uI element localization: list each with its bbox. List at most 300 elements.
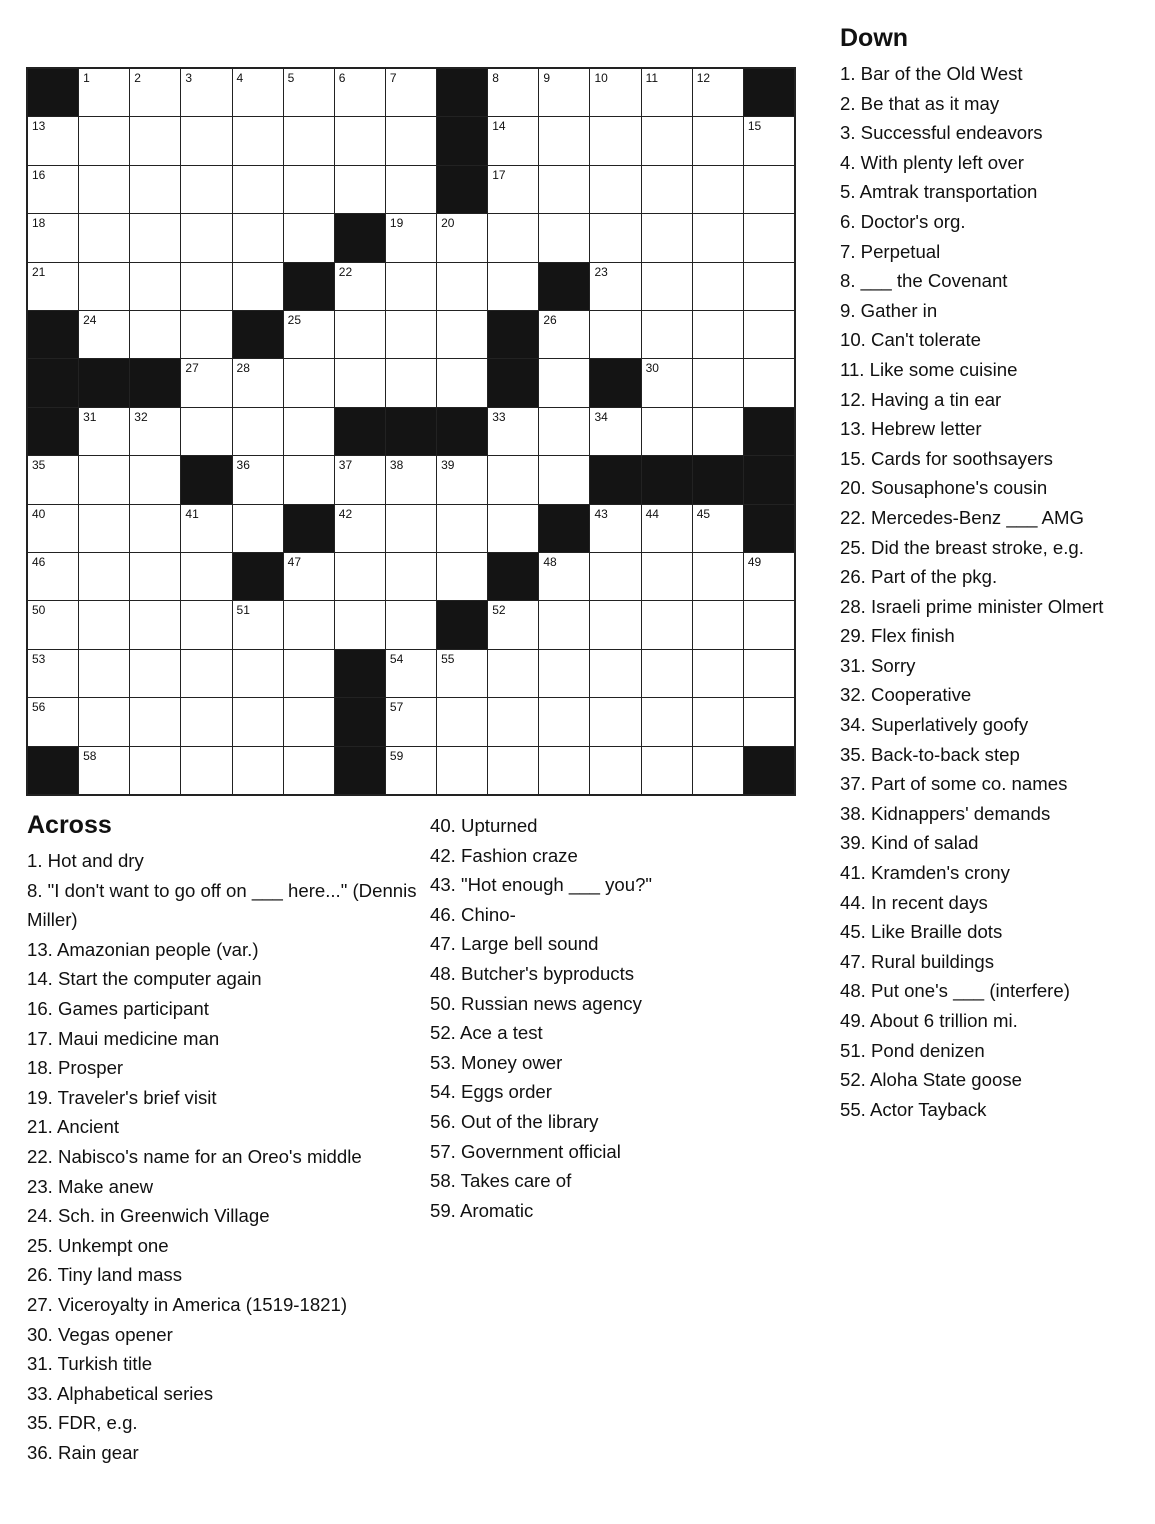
grid-cell[interactable] — [130, 263, 180, 310]
grid-cell[interactable] — [642, 601, 692, 648]
grid-cell[interactable] — [386, 117, 436, 164]
cell-number: 47 — [287, 555, 302, 569]
grid-cell[interactable] — [28, 456, 78, 503]
grid-cell[interactable] — [28, 166, 78, 213]
grid-cell[interactable] — [642, 408, 692, 455]
clue-item[interactable]: 30. Vegas opener — [27, 1323, 173, 1345]
grid-cell[interactable] — [437, 650, 487, 697]
grid-cell[interactable] — [28, 263, 78, 310]
grid-cell[interactable] — [130, 117, 180, 164]
grid-cell[interactable] — [130, 505, 180, 552]
grid-cell[interactable] — [693, 263, 743, 310]
clue-item[interactable]: 18. Prosper — [27, 1057, 124, 1079]
grid-cell[interactable] — [437, 311, 487, 358]
grid-cell[interactable] — [284, 650, 334, 697]
grid-cell[interactable] — [130, 601, 180, 648]
grid-cell[interactable] — [386, 747, 436, 794]
cell-number: 11 — [645, 71, 659, 85]
clue-item[interactable]: 17. Maui medicine man — [27, 1027, 220, 1049]
grid-cell[interactable] — [539, 69, 589, 116]
grid-cell[interactable] — [590, 650, 640, 697]
clue-item[interactable]: 23. Make anew — [27, 1175, 154, 1197]
grid-cell[interactable] — [79, 747, 129, 794]
grid-cell[interactable] — [28, 553, 78, 600]
grid-cell[interactable] — [181, 166, 231, 213]
grid-cell[interactable] — [437, 747, 487, 794]
grid-cell[interactable] — [181, 311, 231, 358]
cell-number: 54 — [389, 651, 404, 666]
clue-item[interactable]: 13. Amazonian people (var.) — [27, 938, 259, 960]
clue-item[interactable]: 48. Butcher's byproducts — [430, 962, 635, 984]
grid-cell[interactable] — [642, 747, 692, 794]
grid-cell[interactable] — [642, 553, 692, 600]
clue-item[interactable]: 25. Unkempt one — [27, 1234, 169, 1256]
clue-item[interactable]: 19. Traveler's brief visit — [27, 1086, 217, 1108]
grid-cell[interactable] — [539, 311, 589, 358]
grid-cell[interactable] — [284, 166, 334, 213]
grid-cell[interactable] — [284, 601, 334, 648]
grid-cell[interactable] — [335, 456, 385, 503]
grid-cell[interactable] — [335, 263, 385, 310]
clue-item[interactable]: 35. FDR, e.g. — [27, 1412, 138, 1434]
grid-cell[interactable] — [437, 553, 487, 600]
grid-cell[interactable] — [590, 408, 640, 455]
grid-cell[interactable] — [284, 747, 334, 794]
clue-item[interactable]: 24. Sch. in Greenwich Village — [27, 1205, 270, 1227]
grid-cell[interactable] — [79, 456, 129, 503]
grid-cell[interactable] — [693, 166, 743, 213]
clue-item[interactable]: 11. Like some cuisine — [840, 358, 1018, 380]
grid-cell[interactable] — [539, 747, 589, 794]
grid-cell[interactable] — [79, 505, 129, 552]
clue-item[interactable]: 37. Part of some co. names — [840, 773, 1068, 795]
grid-cell[interactable] — [284, 456, 334, 503]
grid-cell[interactable] — [79, 650, 129, 697]
cell-number: 12 — [696, 71, 711, 85]
grid-cell[interactable] — [28, 505, 78, 552]
grid-cell[interactable] — [539, 650, 589, 697]
clue-item[interactable]: 1. Hot and dry — [27, 850, 144, 871]
grid-cell[interactable] — [386, 650, 436, 697]
clue-item[interactable]: 40. Upturned — [430, 815, 538, 836]
clue-item[interactable]: 25. Did the breast stroke, e.g. — [840, 536, 1084, 558]
grid-cell[interactable] — [437, 456, 487, 503]
block-cell — [79, 359, 129, 406]
grid-cell[interactable] — [233, 117, 283, 164]
cell-number: 14 — [492, 119, 506, 134]
clue-item[interactable]: 46. Chino- — [430, 903, 516, 925]
clue-item[interactable]: 3. Successful endeavors — [840, 122, 1043, 144]
grid-cell[interactable] — [642, 650, 692, 697]
cell-number: 38 — [389, 458, 404, 473]
block-cell — [744, 456, 794, 503]
clue-item[interactable]: 31. Turkish title — [27, 1353, 153, 1375]
grid-cell[interactable] — [284, 359, 334, 406]
grid-cell[interactable] — [488, 166, 538, 213]
grid-cell[interactable] — [233, 263, 283, 310]
clue-item[interactable]: 6. Doctor's org. — [840, 210, 966, 232]
cell-number: 18 — [32, 216, 46, 231]
grid-cell[interactable] — [488, 650, 538, 697]
grid-cell[interactable] — [181, 214, 231, 261]
grid-cell[interactable] — [130, 311, 180, 358]
clue-item[interactable]: 8. "I don't want to go off on ___ here..." (Dennis Miller) — [27, 879, 417, 931]
cell-number: 37 — [338, 458, 353, 473]
grid-cell[interactable] — [386, 263, 436, 310]
grid-cell[interactable] — [233, 505, 283, 552]
cell-number: 28 — [236, 361, 250, 376]
puzzle-title-cropped — [30, 30, 535, 48]
cell-number: 31 — [83, 409, 97, 424]
grid-cell[interactable] — [233, 698, 283, 745]
clue-item[interactable]: 42. Fashion craze — [430, 844, 578, 866]
grid-cell[interactable] — [130, 698, 180, 745]
grid-cell[interactable] — [233, 359, 283, 406]
clue-item[interactable]: 34. Superlatively goofy — [840, 714, 1029, 736]
grid-cell[interactable] — [488, 456, 538, 503]
across-heading: Across — [27, 811, 112, 839]
grid-cell[interactable] — [693, 553, 743, 600]
grid-cell[interactable] — [488, 505, 538, 552]
grid-cell[interactable] — [181, 650, 231, 697]
grid-cell[interactable] — [181, 553, 231, 600]
grid-cell[interactable] — [335, 505, 385, 552]
grid-cell[interactable] — [539, 214, 589, 261]
grid-cell[interactable] — [79, 117, 129, 164]
clue-item[interactable]: 14. Start the computer again — [27, 968, 262, 990]
grid-cell[interactable] — [79, 553, 129, 600]
grid-cell[interactable] — [130, 747, 180, 794]
grid-cell[interactable] — [233, 69, 283, 116]
grid-cell[interactable] — [590, 263, 640, 310]
grid-cell[interactable] — [488, 698, 538, 745]
grid-cell[interactable] — [28, 117, 78, 164]
clue-item[interactable]: 49. About 6 trillion mi. — [840, 1010, 1018, 1031]
grid-cell[interactable] — [744, 650, 794, 697]
grid-cell[interactable] — [233, 166, 283, 213]
clue-item[interactable]: 54. Eggs order — [430, 1081, 552, 1103]
grid-cell[interactable] — [386, 601, 436, 648]
grid-cell[interactable] — [642, 263, 692, 310]
grid-cell[interactable] — [539, 601, 589, 648]
grid-cell[interactable] — [744, 117, 794, 164]
clue-item[interactable]: 1. Bar of the Old West — [840, 63, 1023, 84]
grid-cell[interactable] — [233, 408, 283, 455]
clue-item[interactable]: 28. Israeli prime minister Olmert — [840, 595, 1104, 617]
cell-number: 9 — [543, 71, 551, 85]
grid-cell[interactable] — [590, 601, 640, 648]
grid-cell[interactable] — [335, 166, 385, 213]
clue-item[interactable]: 26. Part of the pkg. — [840, 566, 998, 588]
grid-cell[interactable] — [744, 311, 794, 358]
grid-cell[interactable] — [642, 359, 692, 406]
grid-cell[interactable] — [693, 505, 743, 552]
grid-cell[interactable] — [590, 166, 640, 213]
clue-item[interactable]: 52. Aloha State goose — [840, 1069, 1022, 1091]
clue-item[interactable]: 55. Actor Tayback — [840, 1098, 987, 1120]
grid-cell[interactable] — [590, 698, 640, 745]
grid-cell[interactable] — [488, 263, 538, 310]
grid-cell[interactable] — [488, 408, 538, 455]
cell-number: 30 — [645, 361, 659, 376]
clue-item[interactable]: 58. Takes care of — [430, 1170, 572, 1192]
grid-cell[interactable] — [335, 117, 385, 164]
clue-item[interactable]: 29. Flex finish — [840, 625, 955, 647]
grid-cell[interactable] — [693, 311, 743, 358]
grid-cell[interactable] — [28, 214, 78, 261]
grid-cell[interactable] — [79, 601, 129, 648]
grid-cell[interactable] — [284, 408, 334, 455]
clue-item[interactable]: 45. Like Braille dots — [840, 921, 1003, 943]
grid-cell[interactable] — [590, 505, 640, 552]
grid-cell[interactable] — [284, 117, 334, 164]
clue-item[interactable]: 20. Sousaphone's cousin — [840, 477, 1048, 499]
cell-number: 52 — [492, 603, 506, 618]
grid-cell[interactable] — [488, 747, 538, 794]
grid-cell[interactable] — [693, 650, 743, 697]
clue-item[interactable]: 56. Out of the library — [430, 1110, 599, 1132]
grid-cell[interactable] — [488, 117, 538, 164]
grid-cell[interactable] — [539, 117, 589, 164]
grid-cell[interactable] — [130, 69, 180, 116]
block-cell — [28, 359, 78, 406]
grid-cell[interactable] — [386, 166, 436, 213]
grid-cell[interactable] — [386, 553, 436, 600]
grid-cell[interactable] — [181, 698, 231, 745]
clue-item[interactable]: 47. Rural buildings — [840, 950, 995, 972]
clue-item[interactable]: 39. Kind of salad — [840, 832, 979, 854]
grid-cell[interactable] — [693, 359, 743, 406]
grid-cell[interactable] — [437, 214, 487, 261]
clue-item[interactable]: 7. Perpetual — [840, 240, 941, 262]
grid-cell[interactable] — [130, 408, 180, 455]
clue-item[interactable]: 43. "Hot enough ___ you?" — [430, 874, 653, 896]
grid-cell[interactable] — [590, 553, 640, 600]
grid-cell[interactable] — [642, 505, 692, 552]
grid-cell[interactable] — [744, 553, 794, 600]
cell-number: 42 — [338, 506, 353, 521]
clue-item[interactable]: 36. Rain gear — [27, 1441, 139, 1463]
grid-cell[interactable] — [642, 69, 692, 116]
clue-item[interactable]: 22. Mercedes-Benz ___ AMG — [840, 506, 1084, 528]
grid-cell[interactable] — [79, 214, 129, 261]
grid-cell[interactable] — [335, 69, 385, 116]
grid-cell[interactable] — [744, 263, 794, 310]
grid-cell[interactable] — [744, 601, 794, 648]
clue-item[interactable]: 8. ___ the Covenant — [840, 270, 1008, 292]
cell-number: 2 — [134, 71, 141, 85]
grid-cell[interactable] — [79, 698, 129, 745]
grid-cell[interactable] — [539, 698, 589, 745]
cell-number: 1 — [83, 71, 90, 85]
clue-item[interactable]: 31. Sorry — [840, 654, 916, 676]
grid-cell[interactable] — [284, 214, 334, 261]
clue-item[interactable]: 48. Put one's ___ (interfere) — [840, 980, 1070, 1002]
grid-cell[interactable] — [539, 166, 589, 213]
grid-cell[interactable] — [642, 311, 692, 358]
clue-item[interactable]: 22. Nabisco's name for an Oreo's middle — [27, 1145, 362, 1167]
grid-cell[interactable] — [539, 553, 589, 600]
grid-cell[interactable] — [233, 214, 283, 261]
grid-cell[interactable] — [642, 698, 692, 745]
grid-cell[interactable] — [181, 408, 231, 455]
clue-item[interactable]: 32. Cooperative — [840, 684, 972, 706]
grid-cell[interactable] — [284, 553, 334, 600]
clue-item[interactable]: 16. Games participant — [27, 997, 209, 1019]
crossword-grid — [26, 67, 796, 796]
grid-cell[interactable] — [642, 214, 692, 261]
grid-cell[interactable] — [590, 747, 640, 794]
grid-cell[interactable] — [79, 69, 129, 116]
clue-item[interactable]: 38. Kidnappers' demands — [840, 802, 1051, 824]
cell-number: 3 — [185, 71, 193, 85]
grid-cell[interactable] — [233, 650, 283, 697]
block-cell — [693, 456, 743, 503]
grid-cell[interactable] — [130, 166, 180, 213]
grid-cell[interactable] — [181, 747, 231, 794]
clue-item[interactable]: 2. Be that as it may — [840, 92, 1000, 114]
grid-cell[interactable] — [488, 214, 538, 261]
grid-cell[interactable] — [693, 747, 743, 794]
grid-cell[interactable] — [386, 69, 436, 116]
grid-cell[interactable] — [437, 263, 487, 310]
clue-item[interactable]: 27. Viceroyalty in America (1519-1821) — [27, 1293, 348, 1315]
grid-cell[interactable] — [79, 311, 129, 358]
grid-cell[interactable] — [693, 698, 743, 745]
grid-cell[interactable] — [181, 601, 231, 648]
grid-cell[interactable] — [590, 69, 640, 116]
clue-item[interactable]: 41. Kramden's crony — [840, 862, 1010, 884]
clue-item[interactable]: 33. Alphabetical series — [27, 1382, 214, 1404]
grid-cell[interactable] — [386, 311, 436, 358]
grid-cell[interactable] — [79, 263, 129, 310]
grid-cell[interactable] — [744, 359, 794, 406]
grid-cell[interactable] — [335, 553, 385, 600]
grid-cell[interactable] — [437, 505, 487, 552]
cell-number: 46 — [32, 555, 46, 569]
grid-cell[interactable] — [284, 311, 334, 358]
grid-cell[interactable] — [386, 505, 436, 552]
clue-item[interactable]: 47. Large bell sound — [430, 933, 599, 955]
grid-cell[interactable] — [335, 601, 385, 648]
clue-item[interactable]: 26. Tiny land mass — [27, 1264, 183, 1286]
grid-cell[interactable] — [744, 166, 794, 213]
grid-cell[interactable] — [28, 698, 78, 745]
cell-number: 36 — [236, 458, 250, 473]
clue-item[interactable]: 21. Ancient — [27, 1116, 120, 1138]
cell-number: 19 — [389, 216, 404, 231]
cell-number: 6 — [338, 71, 346, 85]
grid-cell[interactable] — [181, 505, 231, 552]
block-cell — [335, 650, 385, 697]
grid-cell[interactable] — [79, 408, 129, 455]
block-cell — [28, 747, 78, 794]
grid-cell[interactable] — [130, 456, 180, 503]
grid-cell[interactable] — [693, 214, 743, 261]
grid-cell[interactable] — [437, 698, 487, 745]
grid-cell[interactable] — [130, 214, 180, 261]
block-cell — [284, 263, 334, 310]
cell-number: 24 — [83, 313, 97, 327]
grid-cell[interactable] — [284, 69, 334, 116]
grid-cell[interactable] — [233, 456, 283, 503]
block-cell — [181, 456, 231, 503]
clue-item[interactable]: 10. Can't tolerate — [840, 329, 982, 351]
grid-cell[interactable] — [335, 311, 385, 358]
grid-cell[interactable] — [744, 214, 794, 261]
cell-number: 32 — [134, 409, 148, 424]
cell-number: 10 — [594, 71, 608, 85]
cell-number: 43 — [594, 506, 608, 521]
clue-item[interactable]: 15. Cards for soothsayers — [840, 447, 1053, 469]
clue-item[interactable]: 44. In recent days — [840, 891, 988, 913]
grid-cell[interactable] — [130, 553, 180, 600]
grid-cell[interactable] — [488, 601, 538, 648]
clue-item[interactable]: 59. Aromatic — [430, 1199, 534, 1221]
grid-cell[interactable] — [488, 69, 538, 116]
clue-item[interactable]: 53. Money ower — [430, 1051, 563, 1073]
grid-cell[interactable] — [590, 117, 640, 164]
grid-cell[interactable] — [642, 117, 692, 164]
block-cell — [744, 747, 794, 794]
grid-cell[interactable] — [539, 456, 589, 503]
grid-cell[interactable] — [130, 650, 180, 697]
block-cell — [488, 359, 538, 406]
clue-item[interactable]: 9. Gather in — [840, 299, 938, 321]
grid-cell[interactable] — [539, 408, 589, 455]
grid-cell[interactable] — [335, 359, 385, 406]
grid-cell[interactable] — [590, 311, 640, 358]
grid-cell[interactable] — [386, 359, 436, 406]
grid-cell[interactable] — [539, 359, 589, 406]
grid-cell[interactable] — [28, 601, 78, 648]
cell-number: 40 — [32, 506, 46, 521]
clue-item[interactable]: 13. Hebrew letter — [840, 418, 982, 440]
grid-cell[interactable] — [181, 69, 231, 116]
grid-cell[interactable] — [693, 69, 743, 116]
grid-cell[interactable] — [79, 166, 129, 213]
grid-cell[interactable] — [233, 747, 283, 794]
grid-cell[interactable] — [744, 698, 794, 745]
clue-item[interactable]: 57. Government official — [430, 1140, 621, 1162]
grid-cell[interactable] — [386, 698, 436, 745]
clue-item[interactable]: 4. With plenty left over — [840, 151, 1024, 173]
grid-cell[interactable] — [693, 408, 743, 455]
grid-cell[interactable] — [386, 456, 436, 503]
grid-cell[interactable] — [693, 117, 743, 164]
grid-cell[interactable] — [233, 601, 283, 648]
across-clue-list-continued — [430, 811, 810, 1225]
grid-cell[interactable] — [386, 214, 436, 261]
cell-number: 16 — [32, 167, 46, 182]
clue-item[interactable]: 51. Pond denizen — [840, 1039, 985, 1061]
grid-cell[interactable] — [28, 650, 78, 697]
clue-item[interactable]: 52. Ace a test — [430, 1022, 543, 1044]
clue-item[interactable]: 12. Having a tin ear — [840, 388, 1002, 410]
grid-cell[interactable] — [181, 263, 231, 310]
grid-cell[interactable] — [642, 166, 692, 213]
clue-item[interactable]: 35. Back-to-back step — [840, 743, 1020, 765]
grid-cell[interactable] — [284, 698, 334, 745]
grid-cell[interactable] — [590, 214, 640, 261]
grid-cell[interactable] — [181, 117, 231, 164]
grid-cell[interactable] — [181, 359, 231, 406]
grid-cell[interactable] — [437, 359, 487, 406]
clue-item[interactable]: 5. Amtrak transportation — [840, 181, 1038, 203]
grid-cell[interactable] — [693, 601, 743, 648]
block-cell — [539, 505, 589, 552]
clue-item[interactable]: 50. Russian news agency — [430, 992, 642, 1014]
